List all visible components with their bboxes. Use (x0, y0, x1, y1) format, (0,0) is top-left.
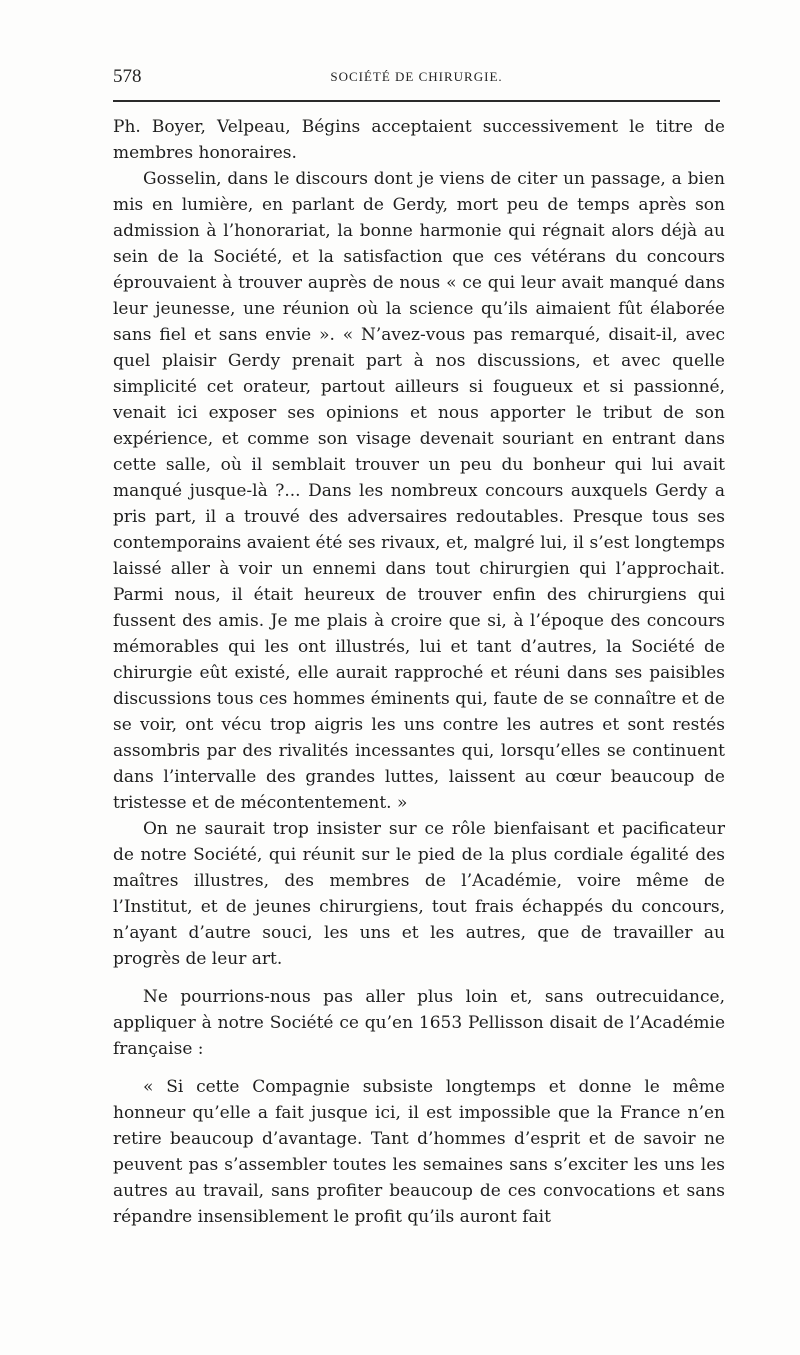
paragraph-4: Ne pourrions-nous pas aller plus loin et, sans outrecuidance, appliquer à notre Société ce qu’en 1653 Pellisson disait de l’Académie française : (113, 987, 725, 1059)
paragraph-3: On ne saurait trop insister sur ce rôle bienfaisant et pacificateur de notre Société, qui réunit sur le pied de la plus cordiale égalité des maîtres illustres, des membres de l’Académie, voire même de l’Institut, et de jeunes chirurgiens, tout frais échappés du concours, n’ayant d’autre souci, les uns et les autres, que de travailler au progrès de leur art. (113, 819, 725, 969)
paragraph-1: Ph. Boyer, Velpeau, Bégins acceptaient successivement le titre de membres honoraires. (113, 117, 725, 163)
paragraph-2: Gosselin, dans le discours dont je viens de citer un passage, a bien mis en lumière, en parlant de Gerdy, mort peu de temps après son admission à l’honorariat, la bonne harmonie qui régnait alors déjà au sein de la Société, et la satisfaction que ces vétérans du concours éprouvaient à trouver auprès de nous « ce qui leur avait manqué dans leur jeunesse, une réunion où la science qu’ils aimaient fût élaborée sans fiel et sans envie ». « N’avez-vous pas remarqué, disait-il, avec quel plaisir Gerdy prenait part à nos discussions, et avec quelle simplicité cet orateur, partout ailleurs si fougueux et si passionné, venait ici exposer ses opinions et nous apporter le tribut de son expérience, et comme son visage devenait souriant en entrant dans cette salle, où il semblait trouver un peu du bonheur qui lui avait manqué jusque-là ?... Dans les nombreux concours auxquels Gerdy a pris part, il a trouvé des adversaires redoutables. Presque tous ses contemporains avaient été ses rivaux, et, malgré lui, il s’est longtemps laissé aller à voir un ennemi dans tout chirurgien qui l’approchait. Parmi nous, il était heureux de trouver enfin des chirurgiens qui fussent des amis. Je me plais à croire que si, à l’époque des concours mémorables qui les ont illustrés, lui et tant d’autres, la Société de chirurgie eût existé, elle aurait rapproché et réuni dans ses paisibles discussions tous ces hommes éminents qui, faute de se connaître et de se voir, ont vécu trop aigris les uns contre les autres et sont restés assombris par des rivalités incessantes qui, lorsqu’elles se continuent dans l’intervalle des grandes luttes, laissent au cœur beaucoup de tristesse et de mécontentement. » (113, 169, 725, 813)
body-text (113, 114, 725, 1230)
paragraph-5: « Si cette Compagnie subsiste longtemps et donne le même honneur qu’elle a fait jusque ici, il est impossible que la France n’en retire beaucoup d’avantage. Tant d’hommes d’esprit et de savoir ne peuvent pas s’assembler toutes les semaines sans s’exciter les uns les autres au travail, sans profiter beaucoup de ces convocations et sans répandre insensiblement le profit qu’ils auront fait (113, 1077, 725, 1227)
running-title: SOCIÉTÉ DE CHIRURGIE. (330, 69, 503, 84)
page-header (113, 66, 720, 90)
header-rule (113, 100, 720, 102)
page-number: 578 (113, 66, 142, 87)
